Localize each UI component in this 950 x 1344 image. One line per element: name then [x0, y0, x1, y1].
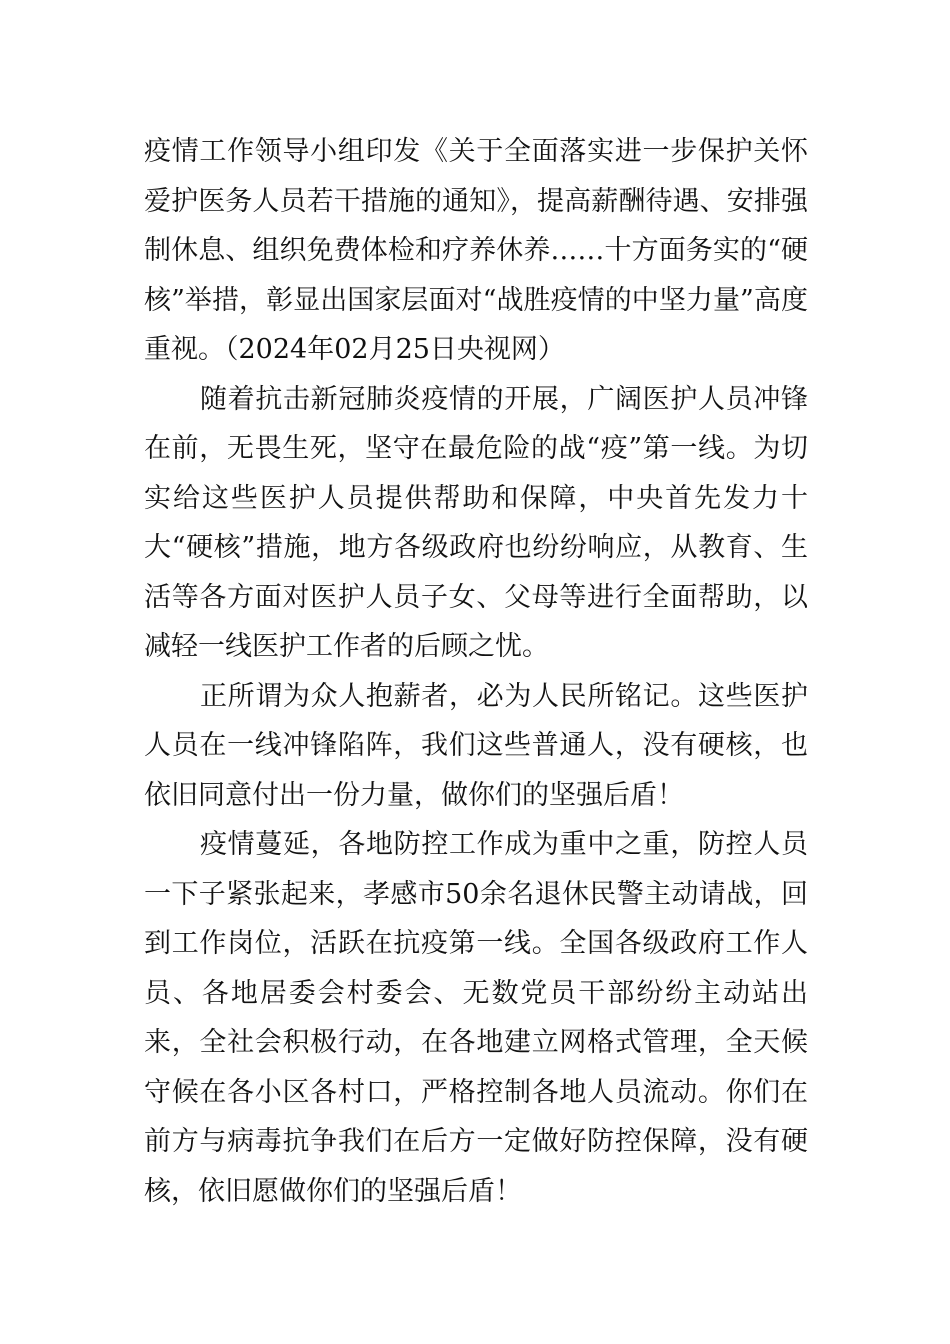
paragraph-support: 正所谓为众人抱薪者，必为人民所铭记。这些医护人员在一线冲锋陷阵，我们这些普通人，没有硬核，也依旧同意付出一份力量，做你们的坚强后盾！ — [144, 680, 808, 811]
document-body — [144, 127, 808, 1216]
paragraph-prevention: 疫情蔓延，各地防控工作成为重中之重，防控人员一下子紧张起来，孝感市50余名退休民警主动请战，回到工作岗位，活跃在抗疫第一线。全国各级政府工作人员、各地居委会村委会、无数党员干部纷纷主动站出来，全社会积极行动，在各地建立网格式管理，全天候守候在各小区各村口，严格控制各地人员流动。你们在前方与病毒抗争我们在后方一定做好防控保障，没有硬核，依旧愿做你们的坚强后盾！ — [144, 829, 808, 1207]
paragraph-medical-staff: 随着抗击新冠肺炎疫情的开展，广阔医护人员冲锋在前，无畏生死，坚守在最危险的战“疫”第一线。为切实给这些医护人员提供帮助和保障，中央首先发力十大“硬核”措施，地方各级政府也纷纷响应，从教育、生活等各方面对医护人员子女、父母等进行全面帮助，以减轻一线医护工作者的后顾之忧。 — [144, 383, 808, 662]
paragraph-continuation: 疫情工作领导小组印发《关于全面落实进一步保护关怀爱护医务人员若干措施的通知》，提高薪酬待遇、安排强制休息、组织免费体检和疗养休养……十方面务实的“硬核”举措，彰显出国家层面对“战胜疫情的中坚力量”高度重视。（2024年02月25日央视网） — [144, 136, 808, 365]
